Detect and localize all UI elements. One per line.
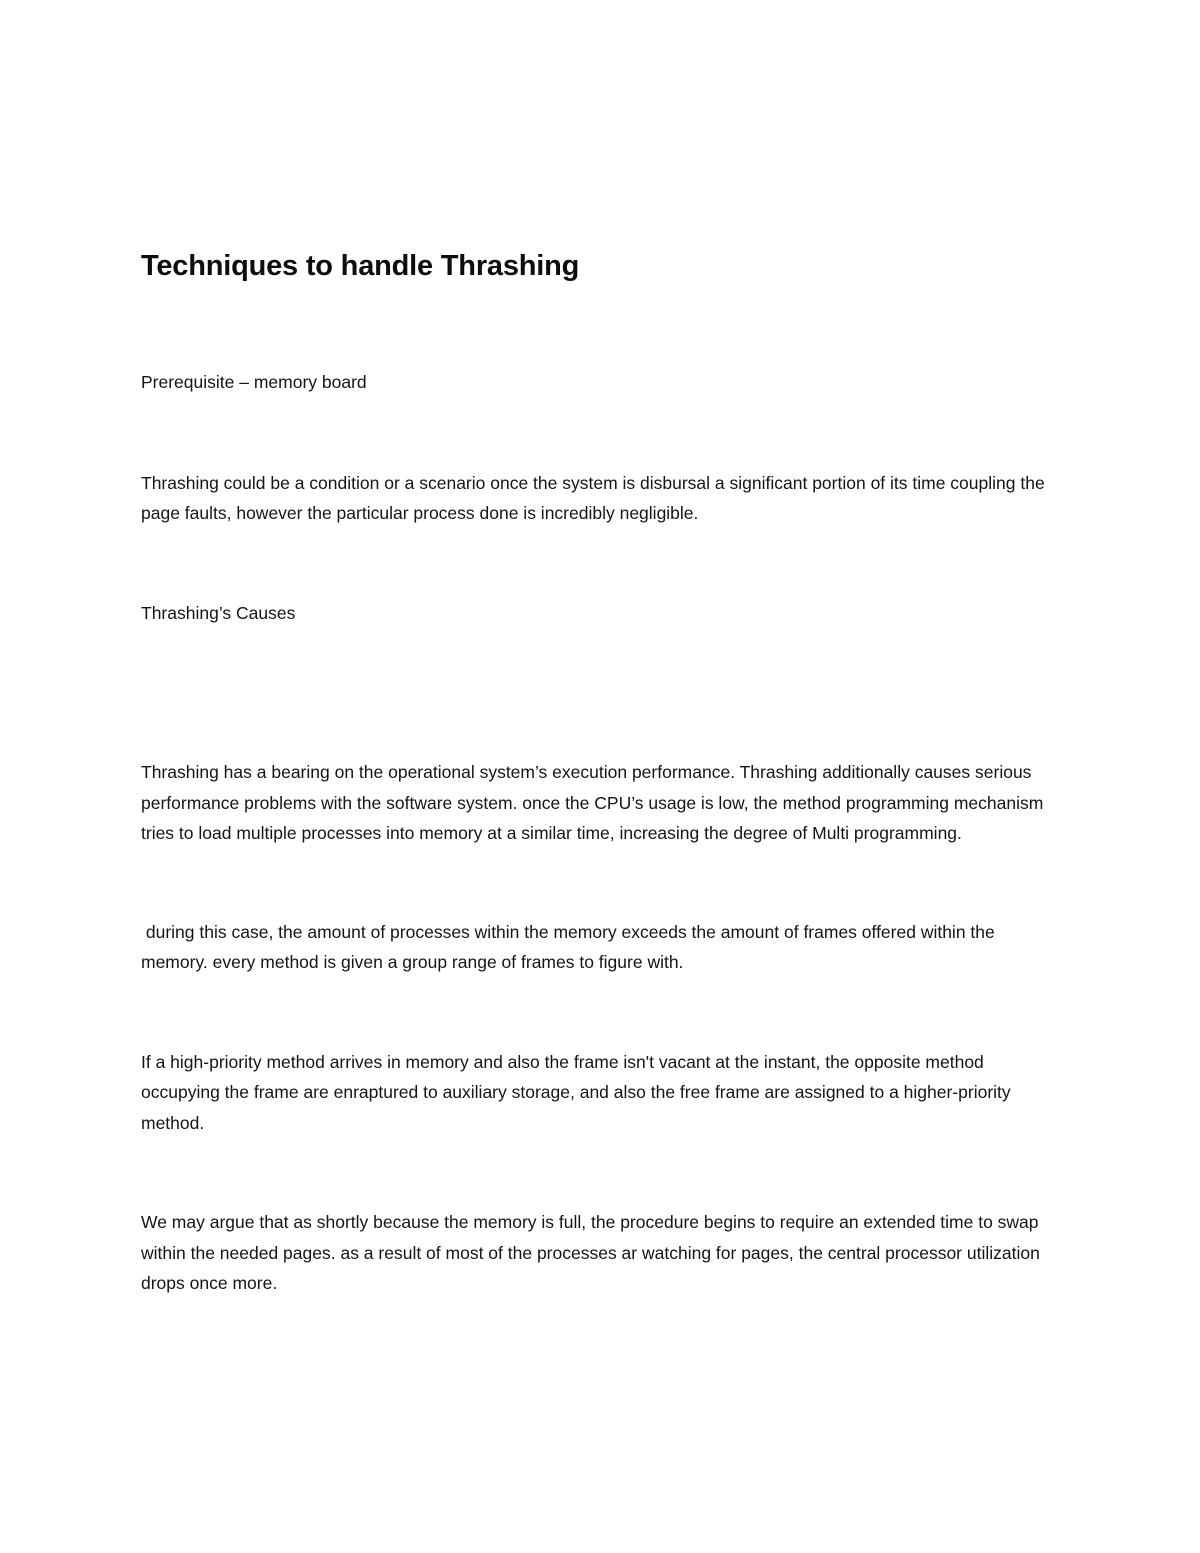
causes-paragraph-2: during this case, the amount of processes within the memory exceeds the amount of frames offered within the memory. every method is given a group range of frames to figure with. (141, 921, 1000, 972)
spacer (141, 1138, 1061, 1207)
causes-paragraph-1: Thrashing has a bearing on the operational system’s execution performance. Thrashing additionally causes serious performance problems with the software system. once the CPU’s usage is low, the method programming mechanism tries to load multiple processes into memory at a similar time, increasing the degree of Multi programming. (141, 762, 1044, 843)
document-body (141, 246, 1061, 1299)
spacer (141, 529, 1061, 598)
spacer (141, 286, 1061, 367)
causes-paragraph-3: If a high-priority method arrives in memory and also the frame isn't vacant at the instant, the opposite method occupying the frame are enraptured to auxiliary storage, and also the free frame are assigned to a higher-priority method. (141, 1051, 1011, 1133)
spacer (141, 398, 1061, 468)
document-title: Techniques to handle Thrashing (141, 250, 580, 282)
causes-paragraph-4: We may argue that as shortly because the memory is full, the procedure begins to require an extended time to swap within the needed pages. as a result of most of the processes ar watching for pages, the central processor utilization drops once more. (141, 1212, 1040, 1293)
spacer (141, 628, 1061, 757)
spacer (141, 849, 1061, 917)
section-heading-causes: Thrashing’s Causes (141, 602, 296, 623)
definition-paragraph: Thrashing could be a condition or a scenario once the system is disbursal a significant portion of its time coupling the page faults, however the particular process done is incredibly negligible. (141, 472, 1045, 523)
prerequisite-line: Prerequisite – memory board (141, 372, 367, 392)
spacer (141, 978, 1061, 1047)
